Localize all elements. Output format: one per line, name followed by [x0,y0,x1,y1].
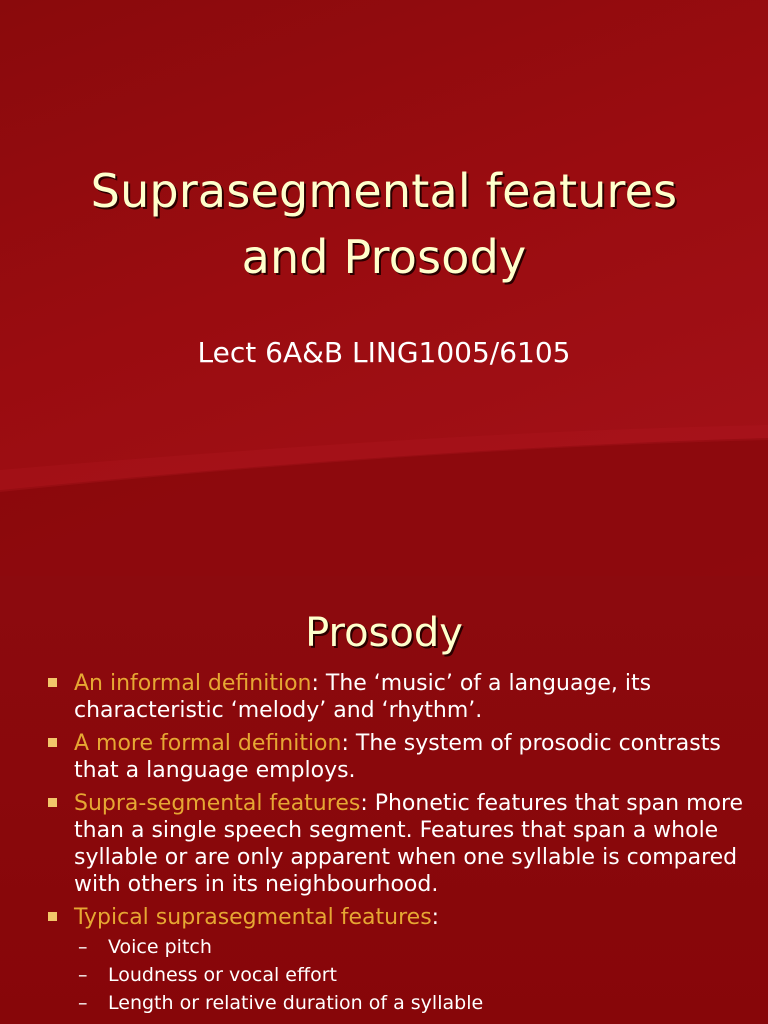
dash-marker: – [78,992,88,1014]
dash-marker: – [78,936,88,958]
bullet-text: : Phonetic features that span more than a single speech segment. Features that span a whole syllable or are only apparent when one syllable is compared with others in its neighbourhood. [74,791,744,897]
bullet-term: An informal definition [74,671,312,696]
sub-bullet-loudness [78,961,754,989]
slide-subtitle: Lect 6A&B LING1005/6105 [197,336,571,369]
bullet-text: : The ‘music’ of a language, its characteristic ‘melody’ and ‘rhythm’. [74,671,652,723]
bullet-list [44,670,754,1023]
bullet-text: : The system of prosodic contrasts that a language employs. [74,731,721,783]
square-bullet-icon [48,798,57,807]
slide-title-line-1: Suprasegmental features [90,164,678,218]
bullet-term: Typical suprasegmental features [74,905,432,930]
bullet-informal-definition [44,670,754,724]
sub-bullet-voice-pitch [78,933,754,961]
prosody-slide [0,576,768,1024]
sub-bullet-list [78,933,754,1017]
bullet-term: A more formal definition [74,731,342,756]
sub-bullet-text: Loudness or vocal effort [108,964,337,986]
bullet-formal-definition [44,730,754,784]
sub-bullet-text: Length or relative duration of a syllable [108,992,484,1014]
sub-bullet-length [78,989,754,1017]
sub-bullet-text: Voice pitch [108,936,212,958]
slide-title-line-2: and Prosody [241,230,527,284]
prosody-heading: Prosody [305,610,463,656]
square-bullet-icon [48,678,57,687]
bullet-typical-features [44,904,754,1017]
square-bullet-icon [48,912,57,921]
dash-marker: – [78,964,88,986]
square-bullet-icon [48,738,57,747]
slide-title [0,158,768,290]
bullet-term: Supra-segmental features [74,791,361,816]
bullet-supra-segmental-features [44,790,754,898]
bullet-text: : [431,905,440,930]
